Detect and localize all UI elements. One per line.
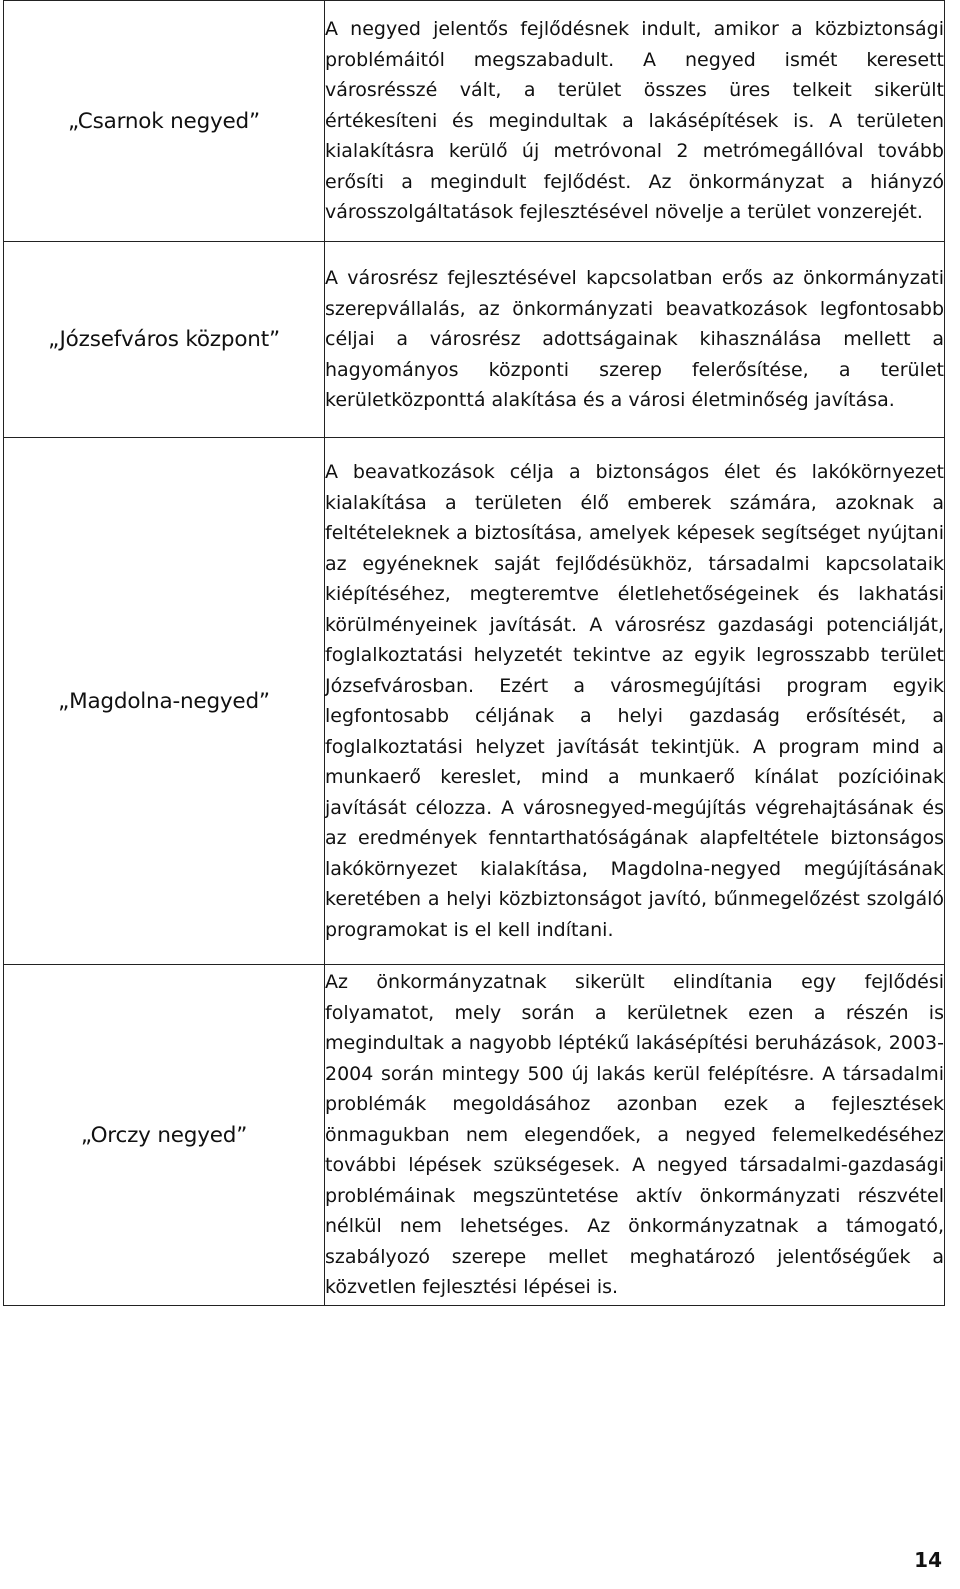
table-row xyxy=(4,965,945,1306)
district-name-csarnok: „Csarnok negyed” xyxy=(4,1,325,242)
table-row xyxy=(4,1,945,242)
district-description-magdolna: A beavatkozások célja a biztonságos élet és lakókörnyezet kialakítása a területen élő emberek számára, azoknak a feltételeknek a biztosítása, amelyek képesek segítséget nyújtani az egyéneknek saját fejlődésükhöz, társadalmi kapcsolataik kiépítéséhez, megteremtve életlehetőségeinek és lakhatási körülményeinek javítását. A városrész gazdasági potenciálját, foglalkoztatási helyzetét tekintve az egyik legrosszabb terület Józsefvárosban. Ezért a városmegújítási program egyik legfontosabb céljának a helyi gazdaság erősítését, a foglalkoztatási helyzet javítását tekintjük. A program mind a munkaerő kereslet, mind a munkaerő kínálat pozícióinak javítását célozza. A városnegyed-megújítás végrehajtásának és az eredmények fenntarthatóságának alapfeltétele biztonságos lakókörnyezet kialakítása, Magdolna-negyed megújításának keretében a helyi közbiztonságot javító, bűnmegelőzést szolgáló programokat is el kell indítani. xyxy=(325,438,945,965)
district-description-jozsefvaros: A városrész fejlesztésével kapcsolatban erős az önkormányzati szerepvállalás, az önkormányzati beavatkozások legfontosabb céljai a városrész adottságainak kihasználása mellett a hagyományos központi szerep felerősítése, a terület kerületközponttá alakítása és a városi életminőség javítása. xyxy=(325,242,945,438)
district-name-magdolna: „Magdolna-negyed” xyxy=(4,438,325,965)
page-number: 14 xyxy=(914,1548,942,1572)
district-description-csarnok: A negyed jelentős fejlődésnek indult, amikor a közbiztonsági problémáitól megszabadult. A negyed ismét keresett városrésszé vált, a terület összes üres telkeit sikerült értékesíteni és megindultak a lakásépítések is. A területen kialakításra kerülő új metróvonal 2 metrómegállóval tovább erősíti a megindult fejlődést. Az önkormányzat a hiányzó városszolgáltatások fejlesztésével növelje a terület vonzerejét. xyxy=(325,1,945,242)
district-name-jozsefvaros: „Józsefváros központ” xyxy=(4,242,325,438)
district-table xyxy=(3,0,945,1306)
table-row xyxy=(4,242,945,438)
table-row xyxy=(4,438,945,965)
district-description-orczy: Az önkormányzatnak sikerült elindítania egy fejlődési folyamatot, mely során a kerületnek ezen a részén is megindultak a nagyobb léptékű lakásépítési beruházások, 2003-2004 során mintegy 500 új lakás kerül felépítésre. A társadalmi problémák megoldásához azonban ezek a fejlesztések önmagukban nem elegendőek, a negyed felemelkedéséhez további lépések szükségesek. A negyed társadalmi-gazdasági problémáinak megszüntetése aktív önkormányzati részvétel nélkül nem lehetséges. Az önkormányzatnak a támogató, szabályozó szerepe mellet meghatározó jelentőségűek a közvetlen fejlesztési lépései is. xyxy=(325,965,945,1306)
district-name-orczy: „Orczy negyed” xyxy=(4,965,325,1306)
